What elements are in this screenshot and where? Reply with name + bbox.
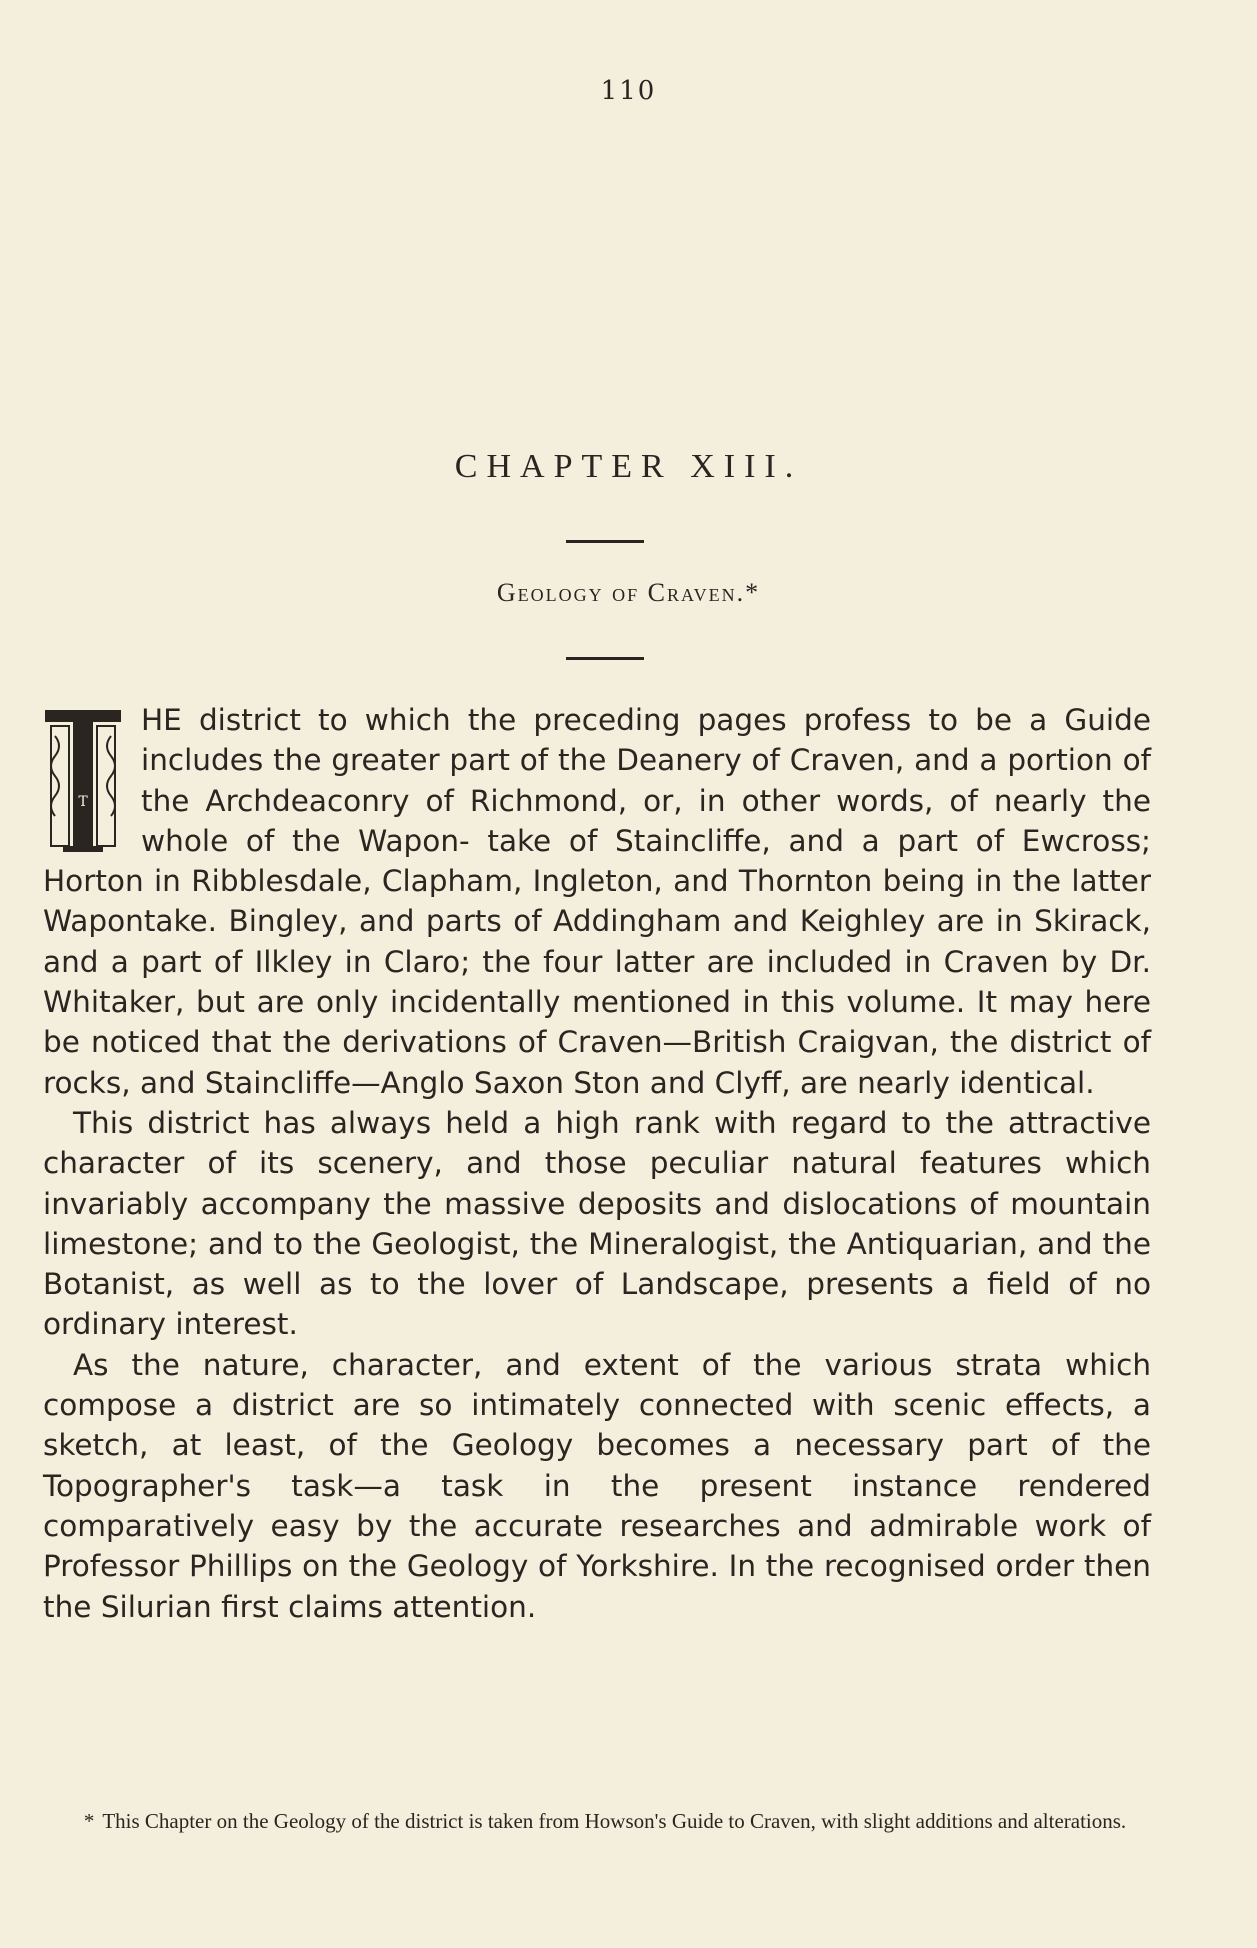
p2-l1: This district has always held a high rank with regard to	[73, 1105, 932, 1140]
p3-l1: As the nature, character, and extent of the various strata	[73, 1347, 1043, 1382]
p1-l7: latter Wapontake. Bingley, and parts of Addingham and	[43, 864, 1151, 939]
p3-l3: scenic effects, a sketch, at least, of the Geology becomes a	[43, 1388, 1151, 1463]
p3-l2: which compose a district are so intimately connected with	[43, 1347, 1152, 1423]
title-rule-bottom	[566, 657, 644, 660]
p1-l13: are nearly identical.	[800, 1065, 1095, 1100]
footnote-text: This Chapter on the Geology of the district is taken from Howson's Guide to Craven, with slight additions and alterations.	[102, 1809, 1127, 1833]
p2-l4: deposits and dislocations of mountain limestone; and to the	[43, 1186, 1151, 1261]
p1-l1: HE district to which the preceding pages profess to be a	[141, 703, 1048, 737]
p1-l2: Guide includes the greater part of the Deanery of	[141, 703, 1151, 778]
paragraph-1	[43, 700, 1151, 1103]
dropcap-ornament-icon	[43, 706, 123, 856]
body-text	[43, 700, 1151, 1627]
svg-text:T: T	[78, 794, 88, 810]
p1-l9: four latter are included in Craven by Dr. Whitaker, but are	[43, 944, 1151, 1020]
p2-l6: as well as to the lover of Landscape, presents a field of no	[191, 1267, 1151, 1302]
p1-l6: Ribblesdale, Clapham, Ingleton, and Thornton being in the	[191, 864, 1061, 899]
p3-l4: necessary part of the Topographer's task—a task in the	[43, 1428, 1151, 1503]
p3-l8: Silurian first claims attention.	[100, 1589, 537, 1624]
page-number: 110	[600, 76, 657, 106]
p1-l5: take of Staincliffe, and a part of Ewcross; Horton in	[43, 823, 1151, 899]
chapter-title: CHAPTER XIII.	[454, 448, 803, 485]
p1-l4: or, in other words, of nearly the whole of the Wapon-	[141, 783, 1151, 858]
paragraph-3	[43, 1345, 1151, 1627]
p3-l7: Geology of Yorkshire. In the recognised order then the	[43, 1549, 1151, 1624]
footnote	[60, 1808, 1150, 1835]
paragraph-2	[43, 1103, 1151, 1345]
paragraph-1-text	[43, 700, 1151, 1103]
p2-l7: ordinary interest.	[43, 1307, 298, 1342]
p2-l3: natural features which invariably accompany the massive	[43, 1146, 1151, 1221]
p1-l3: Craven, and a portion of the Archdeaconry of Richmond,	[141, 743, 1151, 818]
p2-l5: Geologist, the Mineralogist, the Antiquarian, and the Botanist,	[43, 1226, 1151, 1302]
p2-l2: the attractive character of its scenery, and those peculiar	[43, 1105, 1152, 1181]
p1-l12: district of rocks, and Staincliffe—Anglo Saxon Ston and Clyff,	[43, 1025, 1151, 1100]
p1-l11: noticed that the derivations of Craven—British Craigvan, the	[90, 1025, 999, 1060]
title-rule-top	[566, 540, 644, 543]
p1-l10: only incidentally mentioned in this volume. It may here be	[43, 985, 1152, 1060]
p3-l5: present instance rendered comparatively easy by the accurate	[43, 1468, 1151, 1543]
p3-l6: researches and admirable work of Professor Phillips on the	[43, 1508, 1151, 1584]
p1-l8: Keighley are in Skirack, and a part of Ilkley in Claro; the	[43, 904, 1151, 979]
footnote-mark: *	[83, 1809, 95, 1833]
section-title: Geology of Craven.*	[496, 578, 761, 607]
ornamental-dropcap	[43, 706, 123, 856]
